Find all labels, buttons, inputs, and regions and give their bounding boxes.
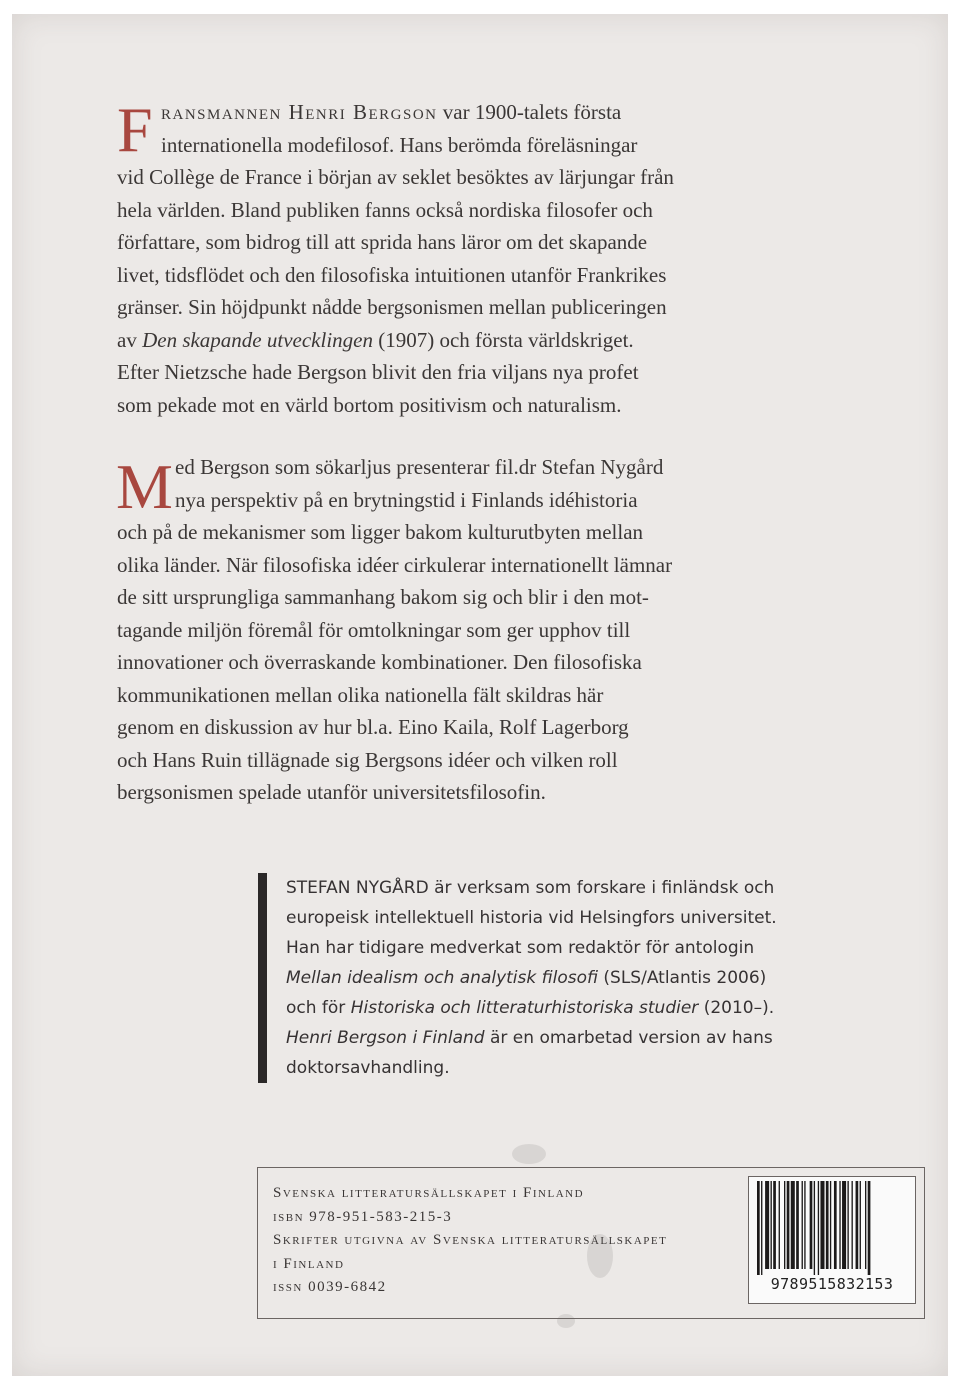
barcode-bar	[787, 1181, 790, 1269]
barcode-bar	[761, 1181, 762, 1275]
author-line	[286, 993, 846, 1023]
barcode-bar	[773, 1181, 776, 1269]
barcode-bar	[847, 1181, 848, 1269]
intro-line8-prefix: av	[117, 327, 143, 352]
journal-title: Historiska och litteraturhistoriska studier	[350, 998, 699, 1018]
barcode-bar	[830, 1181, 831, 1269]
intro-line: hela världen. Bland publiken fanns också nordiska filosofer och	[117, 197, 653, 222]
publisher-box	[257, 1167, 925, 1319]
intro-paragraph	[117, 96, 717, 421]
intro-line-title	[117, 324, 717, 357]
barcode-bar	[868, 1181, 871, 1275]
book-title-italic: Den skapande utvecklingen	[142, 327, 373, 352]
issn-text: issn 0039-6842	[273, 1279, 387, 1295]
barcode-bar	[826, 1181, 829, 1269]
intro-line: vid Collège de France i början av seklet besöktes av lärjungar från	[117, 165, 674, 189]
second-line: olika länder. När filosofiska idéer cirkulerar internationellt lämnar	[117, 552, 673, 577]
author-line: STEFAN NYGÅRD är verksam som forskare i finländsk och	[286, 878, 775, 898]
stain-mark	[512, 1144, 546, 1164]
barcode-bar	[814, 1181, 815, 1275]
author-line: europeisk intellektuell historia vid Helsingfors universitet.	[286, 908, 777, 928]
author-bio	[258, 873, 846, 1083]
barcode-bar	[757, 1181, 760, 1275]
barcode-bar	[804, 1181, 805, 1269]
barcode-bar	[779, 1181, 780, 1269]
barcode-bar	[865, 1181, 866, 1269]
barcode-bar	[856, 1181, 859, 1269]
barcode-bar	[842, 1181, 846, 1269]
series-name: Skrifter utgivna av Svenska litteratursällskapet	[273, 1232, 668, 1248]
barcode-bar	[818, 1181, 819, 1275]
publisher-name: Svenska litteratursällskapet i Finland	[273, 1185, 585, 1201]
second-line: innovationer och överraskande kombinationer. Den filosofiska	[117, 650, 642, 674]
dropcap-m: M	[116, 451, 173, 522]
barcode	[748, 1176, 916, 1304]
second-line: de sitt ursprungliga sammanhang bakom sig och blir i den mot-	[117, 585, 649, 609]
author-line4-rest: (SLS/Atlantis 2006)	[598, 968, 767, 988]
second-line: nya perspektiv på en brytningstid i Finlands idéhistoria	[175, 487, 638, 512]
book-title: Henri Bergson i Finland	[286, 1028, 485, 1048]
isbn-text: isbn 978-951-583-215-3	[273, 1208, 453, 1225]
author-line: Han har tidigare medverkat som redaktör för antologin	[286, 938, 755, 958]
publisher-info	[273, 1182, 667, 1300]
barcode-bar	[802, 1181, 803, 1269]
anthology-title: Mellan idealism och analytisk filosofi	[286, 968, 598, 988]
intro-line: som pekade mot en värld bortom positivism och naturalism.	[117, 392, 622, 417]
barcode-bar	[765, 1181, 769, 1269]
author-line6-rest: är en omarbetad version av hans	[484, 1028, 773, 1048]
barcode-bar	[796, 1181, 799, 1269]
dropcap-f: F	[117, 94, 153, 165]
second-line: och Hans Ruin tillägnade sig Bergsons idéer och vilken roll	[117, 747, 618, 772]
intro-line: internationella modefilosof. Hans berömda föreläsningar	[161, 132, 638, 157]
second-line: och på de mekanismer som ligger bakom kulturutbyten mellan	[117, 520, 644, 544]
barcode-bar	[791, 1181, 795, 1269]
intro-line: författare, som bidrog till att sprida hans läror om det skapande	[117, 230, 648, 254]
barcode-bar	[852, 1181, 853, 1269]
second-line: ed Bergson som sökarljus presenterar fil.dr Stefan Nygård	[175, 455, 664, 479]
second-line: genom en diskussion av hur bl.a. Eino Kaila, Rolf Lagerborg	[117, 715, 629, 739]
author-line: doktorsavhandling.	[286, 1058, 450, 1078]
author-line5-prefix: och för	[286, 998, 351, 1018]
intro-line8-suffix: (1907) och första världskriget.	[373, 327, 634, 352]
intro-first-line	[117, 96, 717, 129]
second-line: kommunikationen mellan olika nationella fält skildras här	[117, 682, 604, 707]
author-line	[286, 1023, 846, 1053]
second-line: bergsonismen spelade utanför universitetsfilosofin.	[117, 780, 546, 804]
barcode-bar	[820, 1181, 824, 1269]
barcode-digits: 9789515832153	[770, 1275, 894, 1293]
author-line5-rest: (2010–).	[698, 998, 775, 1018]
intro-line: livet, tidsflödet och den filosofiska intuitionen utanför Frankrikes	[117, 262, 667, 287]
second-line: tagande miljön föremål för omtolkningar som ger upphov till	[117, 617, 631, 642]
barcode-bar	[784, 1181, 785, 1269]
barcode-bar	[860, 1181, 861, 1269]
barcode-bar	[810, 1181, 813, 1269]
barcode-bars-icon	[755, 1179, 911, 1275]
intro-line1-rest: var 1900-talets första	[437, 100, 622, 124]
barcode-bar	[771, 1181, 772, 1269]
second-paragraph	[117, 451, 717, 809]
intro-lead-smallcaps: ransmannen Henri Bergson	[161, 100, 438, 124]
barcode-bar	[839, 1181, 840, 1269]
series-name-cont: i Finland	[273, 1255, 345, 1272]
barcode-bar	[834, 1181, 837, 1269]
intro-line: gränser. Sin höjdpunkt nådde bergsonismen mellan publiceringen	[117, 295, 667, 319]
intro-line: Efter Nietzsche hade Bergson blivit den fria viljans nya profet	[117, 360, 639, 384]
author-line	[286, 963, 846, 993]
